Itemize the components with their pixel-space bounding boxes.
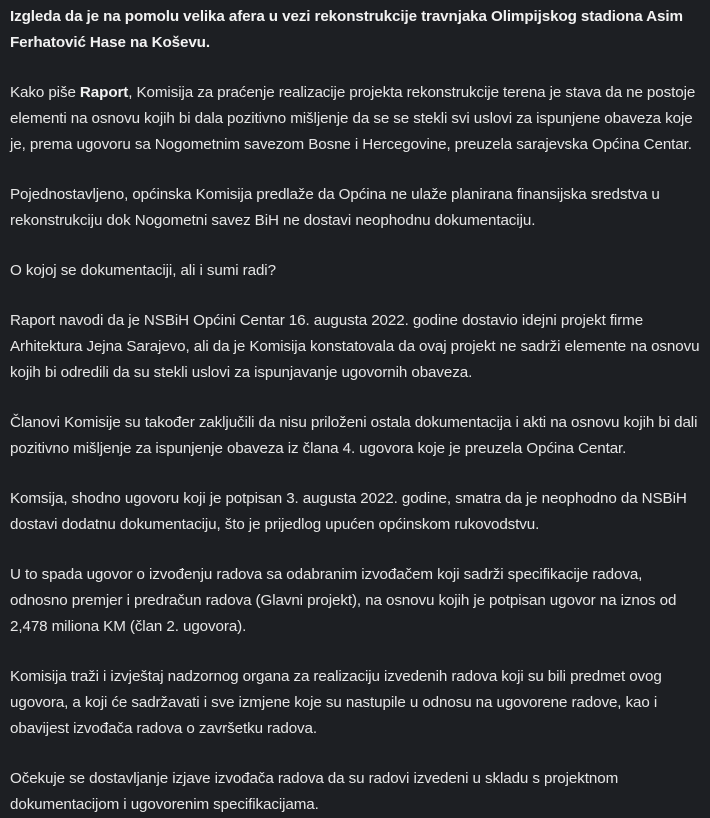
paragraph-summary: Pojednostavljeno, općinska Komisija predlaže da Općina ne ulaže planirana finansijska sredstva u rekonstrukciju dok Nogometni savez BiH ne dostavi neophodnu dokumentaciju. bbox=[10, 186, 660, 229]
paragraph-project: Raport navodi da je NSBiH Općini Centar 16. augusta 2022. godine dostavio idejni projekt firme Arhitektura Jejna Sarajevo, ali da je Komisija konstatovala da ovaj projekt ne sadrži elemente na osnovu kojih bi odredili da su stekli uslovi za ispunjavanje ugovornih obaveza. bbox=[10, 312, 700, 381]
paragraph-supervision-report: Komisija traži i izvještaj nadzornog organa za realizaciju izvedenih radova koji su bili predmet ovog ugovora, a koji će sadržavati i sve izmjene koje su nastupile u odnosu na ugovorene radove, kao i obavijest izvođača radova o završetku radova. bbox=[10, 668, 662, 737]
paragraph-question: O kojoj se dokumentaciji, ali i sumi radi? bbox=[10, 262, 276, 279]
source-link-raport[interactable]: Raport bbox=[79, 84, 129, 101]
paragraph-source bbox=[10, 80, 700, 158]
paragraph-contract: U to spada ugovor o izvođenju radova sa odabranim izvođačem koji sadrži specifikacije radova, odnosno premjer i predračun radova (Glavni projekt), na osnovu kojih je potpisan ugovor na iznos od 2,478 miliona KM (član 2. ugovora). bbox=[10, 566, 677, 635]
paragraph-additional-docs: Komsija, shodno ugovoru koji je potpisan 3. augusta 2022. godine, smatra da je neophodno da NSBiH dostavi dodatnu dokumentaciju, što je prijedlog upućen općinskom rukovodstvu. bbox=[10, 490, 687, 533]
article-lead: Izgleda da je na pomolu velika afera u vezi rekonstrukcije travnjaka Olimpijskog stadiona Asim Ferhatović Hase na Koševu. bbox=[10, 8, 683, 51]
paragraph-source-before: Kako piše bbox=[10, 84, 80, 101]
paragraph-source-after: , Komisija za praćenje realizacije projekta rekonstrukcije terena je stava da ne postoje elementi na osnovu kojih bi dala pozitivno mišljenje da se se stekli svi uslovi za ispunjene obaveza koje je, prema ugovoru sa Nogometnim savezom Bosne i Hercegovine, preuzela sarajevska Općina Centar. bbox=[10, 84, 696, 153]
paragraph-commission-conclusion: Članovi Komisije su također zaključili da nisu priloženi ostala dokumentacija i akti na osnovu kojih bi dali pozitivno mišljenje za ispunjenje obaveza iz člana 4. ugovora koje je preuzela Općina Centar. bbox=[10, 414, 698, 457]
paragraph-contractor-statement: Očekuje se dostavljanje izjave izvođača radova da su radovi izvedeni u skladu s projektnom dokumentacijom i ugovorenim specifikacijama. bbox=[10, 770, 619, 813]
